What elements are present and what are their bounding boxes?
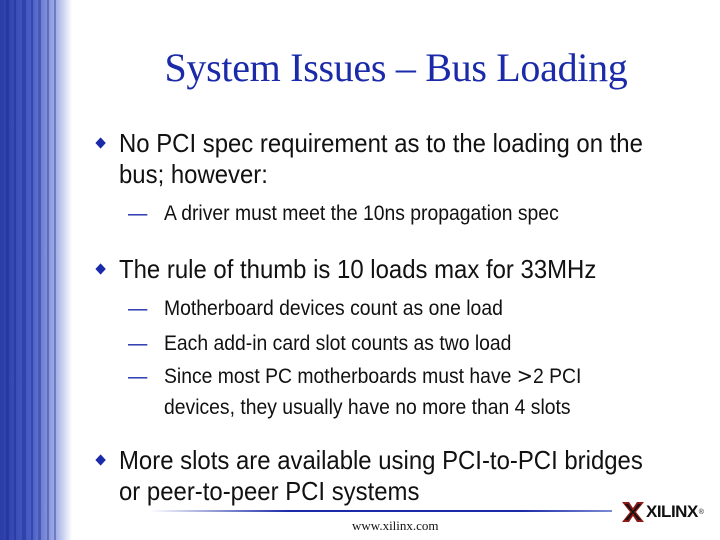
- xilinx-mark-icon: [622, 502, 644, 522]
- bullet-line: More slots are available using PCI-to-PCI bridges: [119, 445, 643, 475]
- sub-item: [128, 326, 648, 361]
- dash-marker: —: [128, 201, 148, 225]
- sub-line: Each add-in card slot counts as two load: [164, 331, 512, 355]
- sub-line: A driver must meet the 10ns propagation spec: [164, 201, 559, 225]
- footer-divider: [150, 510, 612, 512]
- bullet-text: [96, 254, 657, 285]
- bullet-item: [96, 254, 706, 423]
- dash-marker: —: [128, 296, 148, 320]
- dash-marker: —: [128, 331, 148, 355]
- slide-title: System Issues – Bus Loading: [164, 45, 628, 90]
- sub-line: 2 PCI: [532, 364, 582, 388]
- diamond-icon: [95, 263, 105, 274]
- sub-list: [96, 291, 706, 423]
- dash-marker: —: [128, 364, 148, 388]
- greater-than-symbol: >: [516, 364, 533, 389]
- diamond-icon: [95, 454, 105, 465]
- bullet-line: or peer-to-peer PCI systems: [119, 476, 420, 506]
- xilinx-logo-icon: [622, 500, 714, 524]
- sub-item: [128, 361, 648, 423]
- registered-mark: ®: [698, 508, 704, 516]
- diamond-icon: [95, 137, 105, 148]
- bullet-line: No PCI spec requirement as to the loading on the: [119, 128, 643, 158]
- bullet-text: [96, 128, 657, 190]
- bullet-line: The rule of thumb is 10 loads max for 33MHz: [119, 254, 597, 284]
- sidebar-decoration: [0, 0, 72, 540]
- bullet-item: [96, 445, 706, 507]
- sub-line: Motherboard devices count as one load: [164, 296, 503, 320]
- sub-item: [128, 291, 648, 326]
- bullet-line: bus; however:: [119, 159, 268, 189]
- bullet-text: [96, 445, 657, 507]
- sub-line: devices, they usually have no more than 4 slots: [164, 395, 571, 419]
- logo-text: XILINX: [646, 502, 698, 521]
- sub-item: [128, 198, 648, 229]
- bullet-item: [96, 128, 706, 229]
- bullet-list: [96, 128, 706, 507]
- footer-url: www.xilinx.com: [352, 518, 439, 533]
- sub-line: Since most PC motherboards must have: [164, 364, 517, 388]
- sub-list: [96, 198, 706, 229]
